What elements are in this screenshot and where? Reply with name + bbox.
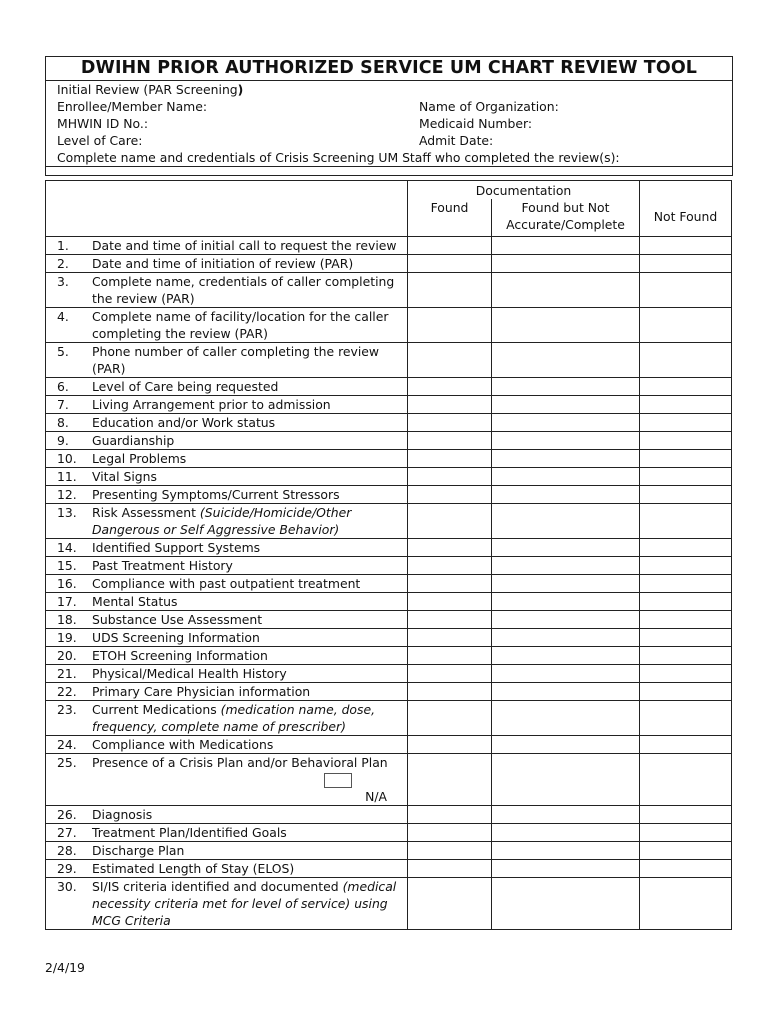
found-cell[interactable] [408,449,492,467]
item-number: 27. [57,824,77,840]
found-cell[interactable] [408,431,492,449]
item-cell [46,342,408,377]
table-row [46,556,732,574]
table-row [46,467,732,485]
table-row [46,431,732,449]
item-number: 30. [57,878,77,894]
table-row [46,574,732,592]
credentials-label[interactable]: Complete name and credentials of Crisis Screening UM Staff who completed the review(s): [46,149,732,167]
not-found-cell[interactable] [640,700,732,735]
found-but-not-accurate-cell[interactable] [492,395,640,413]
not-found-cell[interactable] [640,664,732,682]
found-but-not-accurate-cell[interactable] [492,753,640,805]
found-but-not-accurate-cell[interactable] [492,413,640,431]
not-found-cell[interactable] [640,467,732,485]
item-number: 15. [57,557,77,573]
not-found-cell[interactable] [640,254,732,272]
found-cell[interactable] [408,503,492,538]
item-number: 4. [57,308,69,324]
found-but-not-accurate-cell[interactable] [492,377,640,395]
found-cell[interactable] [408,254,492,272]
organization-label[interactable]: Name of Organization: [419,99,559,114]
not-found-cell[interactable] [640,503,732,538]
table-row [46,841,732,859]
item-number: 26. [57,806,77,822]
item-cell [46,485,408,503]
item-text: Guardianship [92,432,175,448]
review-type-row [46,81,732,98]
found-cell[interactable] [408,342,492,377]
found-but-not-accurate-cell[interactable] [492,700,640,735]
found-but-not-accurate-cell[interactable] [492,841,640,859]
not-found-cell[interactable] [640,307,732,342]
found-cell[interactable] [408,753,492,805]
item-text: Complete name, credentials of caller completing the review (PAR) [92,273,395,306]
item-text: SI/IS criteria identified and documented (medical necessity criteria met for level of service) using MCG Criteria [92,878,397,928]
item-cell [46,272,408,307]
not-found-cell[interactable] [640,805,732,823]
item-cell [46,841,408,859]
found-but-not-accurate-cell[interactable] [492,236,640,254]
documentation-header: Documentation [408,181,640,200]
item-text: Date and time of initial call to request the review [92,237,397,253]
item-cell [46,735,408,753]
item-text: Presenting Symptoms/Current Stressors [92,486,340,502]
item-column-header [46,181,408,237]
found-but-not-accurate-cell[interactable] [492,646,640,664]
not-found-cell[interactable] [640,413,732,431]
item-number: 29. [57,860,77,876]
na-checkbox[interactable] [324,773,352,788]
item-cell [46,307,408,342]
item-text: UDS Screening Information [92,629,260,645]
found-but-not-accurate-cell[interactable] [492,628,640,646]
footer-date: 2/4/19 [45,960,85,975]
not-found-cell[interactable] [640,342,732,377]
table-row [46,485,732,503]
found-cell[interactable] [408,307,492,342]
item-number: 24. [57,736,77,752]
found-cell[interactable] [408,395,492,413]
item-text: Diagnosis [92,806,153,822]
table-row [46,254,732,272]
item-text: Estimated Length of Stay (ELOS) [92,860,295,876]
found-but-not-column-header: Found but Not Accurate/Complete [492,199,640,236]
found-cell[interactable] [408,272,492,307]
table-row [46,646,732,664]
found-cell[interactable] [408,877,492,929]
found-cell[interactable] [408,592,492,610]
not-found-cell[interactable] [640,753,732,805]
not-found-cell[interactable] [640,272,732,307]
found-but-not-accurate-cell[interactable] [492,485,640,503]
found-but-not-accurate-cell[interactable] [492,556,640,574]
item-text: Mental Status [92,593,178,609]
item-number: 18. [57,611,77,627]
found-but-not-accurate-cell[interactable] [492,859,640,877]
item-cell [46,610,408,628]
form-header [45,56,733,176]
item-number: 22. [57,683,77,699]
item-cell [46,467,408,485]
found-cell[interactable] [408,467,492,485]
not-found-cell[interactable] [640,592,732,610]
item-text: Current Medications (medication name, dose, frequency, complete name of prescriber) [92,701,376,734]
not-found-cell[interactable] [640,859,732,877]
found-cell[interactable] [408,735,492,753]
found-but-not-accurate-cell[interactable] [492,610,640,628]
table-row [46,823,732,841]
item-text: Discharge Plan [92,842,185,858]
not-found-cell[interactable] [640,538,732,556]
item-cell [46,753,408,805]
item-number: 10. [57,450,77,466]
table-row [46,503,732,538]
item-cell [46,413,408,431]
medicaid-label[interactable]: Medicaid Number: [419,116,533,131]
item-number: 16. [57,575,77,591]
item-number: 7. [57,396,69,412]
found-cell[interactable] [408,377,492,395]
item-number: 19. [57,629,77,645]
item-text: Physical/Medical Health History [92,665,287,681]
item-cell [46,823,408,841]
found-but-not-accurate-cell[interactable] [492,307,640,342]
table-row [46,449,732,467]
item-text: Level of Care being requested [92,378,279,394]
found-but-not-accurate-cell[interactable] [492,805,640,823]
not-found-cell[interactable] [640,431,732,449]
item-number: 5. [57,343,69,359]
item-number: 20. [57,647,77,663]
table-row [46,700,732,735]
item-text: Past Treatment History [92,557,233,573]
item-number: 21. [57,665,77,681]
item-cell [46,682,408,700]
found-cell[interactable] [408,646,492,664]
not-found-cell[interactable] [640,556,732,574]
documentation-header-blank [640,181,732,200]
item-number: 9. [57,432,69,448]
not-found-cell[interactable] [640,841,732,859]
found-cell[interactable] [408,610,492,628]
item-text: Date and time of initiation of review (PAR) [92,255,354,271]
table-row [46,413,732,431]
enrollee-label[interactable]: Enrollee/Member Name: [57,99,208,114]
item-cell [46,449,408,467]
item-number: 2. [57,255,69,271]
not-found-cell[interactable] [640,377,732,395]
found-cell[interactable] [408,700,492,735]
review-type: Initial Review (PAR Screening) [57,82,244,97]
item-text: Complete name of facility/location for the caller completing the review (PAR) [92,308,389,341]
found-but-not-accurate-cell[interactable] [492,664,640,682]
item-cell [46,700,408,735]
item-cell [46,236,408,254]
found-cell[interactable] [408,574,492,592]
item-text: Risk Assessment (Suicide/Homicide/Other Dangerous or Self Aggressive Behavior) [92,504,352,537]
item-text: Compliance with Medications [92,736,274,752]
item-text: ETOH Screening Information [92,647,268,663]
found-but-not-accurate-cell[interactable] [492,431,640,449]
item-cell [46,646,408,664]
found-cell[interactable] [408,485,492,503]
found-cell[interactable] [408,628,492,646]
not-found-cell[interactable] [640,395,732,413]
item-number: 14. [57,539,77,555]
item-cell [46,538,408,556]
item-text: Education and/or Work status [92,414,276,430]
item-number: 1. [57,237,69,253]
found-but-not-accurate-cell[interactable] [492,342,640,377]
found-cell[interactable] [408,859,492,877]
found-cell[interactable] [408,556,492,574]
found-but-not-accurate-cell[interactable] [492,823,640,841]
item-number: 23. [57,701,77,717]
table-row [46,877,732,929]
item-cell [46,395,408,413]
found-cell[interactable] [408,805,492,823]
found-but-not-accurate-cell[interactable] [492,467,640,485]
na-label: N/A [365,788,387,804]
table-row [46,377,732,395]
item-number: 3. [57,273,69,289]
item-text: Presence of a Crisis Plan and/or Behavioral Plan [92,754,403,788]
not-found-cell[interactable] [640,628,732,646]
table-row [46,682,732,700]
item-text: Identified Support Systems [92,539,261,555]
found-cell[interactable] [408,236,492,254]
item-text: Compliance with past outpatient treatment [92,575,361,591]
item-text: Treatment Plan/Identified Goals [92,824,287,840]
page-title: DWIHN PRIOR AUTHORIZED SERVICE UM CHART REVIEW TOOL [46,57,732,81]
table-row [46,342,732,377]
item-cell [46,664,408,682]
mhwin-label[interactable]: MHWIN ID No.: [57,116,148,131]
item-number: 12. [57,486,77,502]
found-column-header: Found [408,199,492,236]
not-found-cell[interactable] [640,877,732,929]
mhwin-row [46,115,732,132]
not-found-cell[interactable] [640,236,732,254]
table-row [46,805,732,823]
table-row [46,395,732,413]
enrollee-row [46,98,732,115]
table-row [46,538,732,556]
table-row [46,735,732,753]
item-text: Primary Care Physician information [92,683,311,699]
found-but-not-accurate-cell[interactable] [492,592,640,610]
not-found-cell[interactable] [640,735,732,753]
documentation-header-row [46,181,732,200]
item-text: Phone number of caller completing the review (PAR) [92,343,380,376]
item-text: Living Arrangement prior to admission [92,396,331,412]
item-cell [46,556,408,574]
not-found-cell[interactable] [640,682,732,700]
level-of-care-row [46,132,732,149]
found-cell[interactable] [408,682,492,700]
not-found-cell[interactable] [640,646,732,664]
item-number: 13. [57,504,77,520]
item-cell [46,574,408,592]
table-row [46,753,732,805]
found-but-not-accurate-cell[interactable] [492,449,640,467]
found-but-not-accurate-cell[interactable] [492,272,640,307]
not-found-cell[interactable] [640,485,732,503]
item-number: 25. [57,754,77,770]
found-but-not-accurate-cell[interactable] [492,735,640,753]
table-row [46,236,732,254]
item-cell [46,592,408,610]
item-text: Substance Use Assessment [92,611,263,627]
table-row [46,272,732,307]
table-row [46,628,732,646]
credentials-entry-space[interactable] [46,167,732,175]
table-row [46,859,732,877]
item-cell [46,805,408,823]
not-found-column-header: Not Found [640,199,732,236]
not-found-cell[interactable] [640,823,732,841]
not-found-cell[interactable] [640,574,732,592]
item-cell [46,503,408,538]
table-row [46,307,732,342]
item-cell [46,377,408,395]
item-cell [46,877,408,929]
found-but-not-accurate-cell[interactable] [492,254,640,272]
found-cell[interactable] [408,538,492,556]
item-text: Vital Signs [92,468,157,484]
item-number: 28. [57,842,77,858]
level-of-care-label[interactable]: Level of Care: [57,133,143,148]
found-but-not-accurate-cell[interactable] [492,877,640,929]
item-number: 6. [57,378,69,394]
found-but-not-accurate-cell[interactable] [492,503,640,538]
found-cell[interactable] [408,823,492,841]
review-table [45,180,732,930]
item-cell [46,431,408,449]
item-number: 8. [57,414,69,430]
found-but-not-accurate-cell[interactable] [492,682,640,700]
found-cell[interactable] [408,841,492,859]
item-number: 17. [57,593,77,609]
item-number: 11. [57,468,77,484]
item-cell [46,254,408,272]
table-row [46,664,732,682]
not-found-cell[interactable] [640,610,732,628]
item-cell [46,628,408,646]
item-text: Legal Problems [92,450,187,466]
admit-date-label[interactable]: Admit Date: [419,133,494,148]
item-cell [46,859,408,877]
table-row [46,610,732,628]
found-but-not-accurate-cell[interactable] [492,538,640,556]
not-found-cell[interactable] [640,449,732,467]
found-cell[interactable] [408,413,492,431]
table-row [46,592,732,610]
found-cell[interactable] [408,664,492,682]
found-but-not-accurate-cell[interactable] [492,574,640,592]
